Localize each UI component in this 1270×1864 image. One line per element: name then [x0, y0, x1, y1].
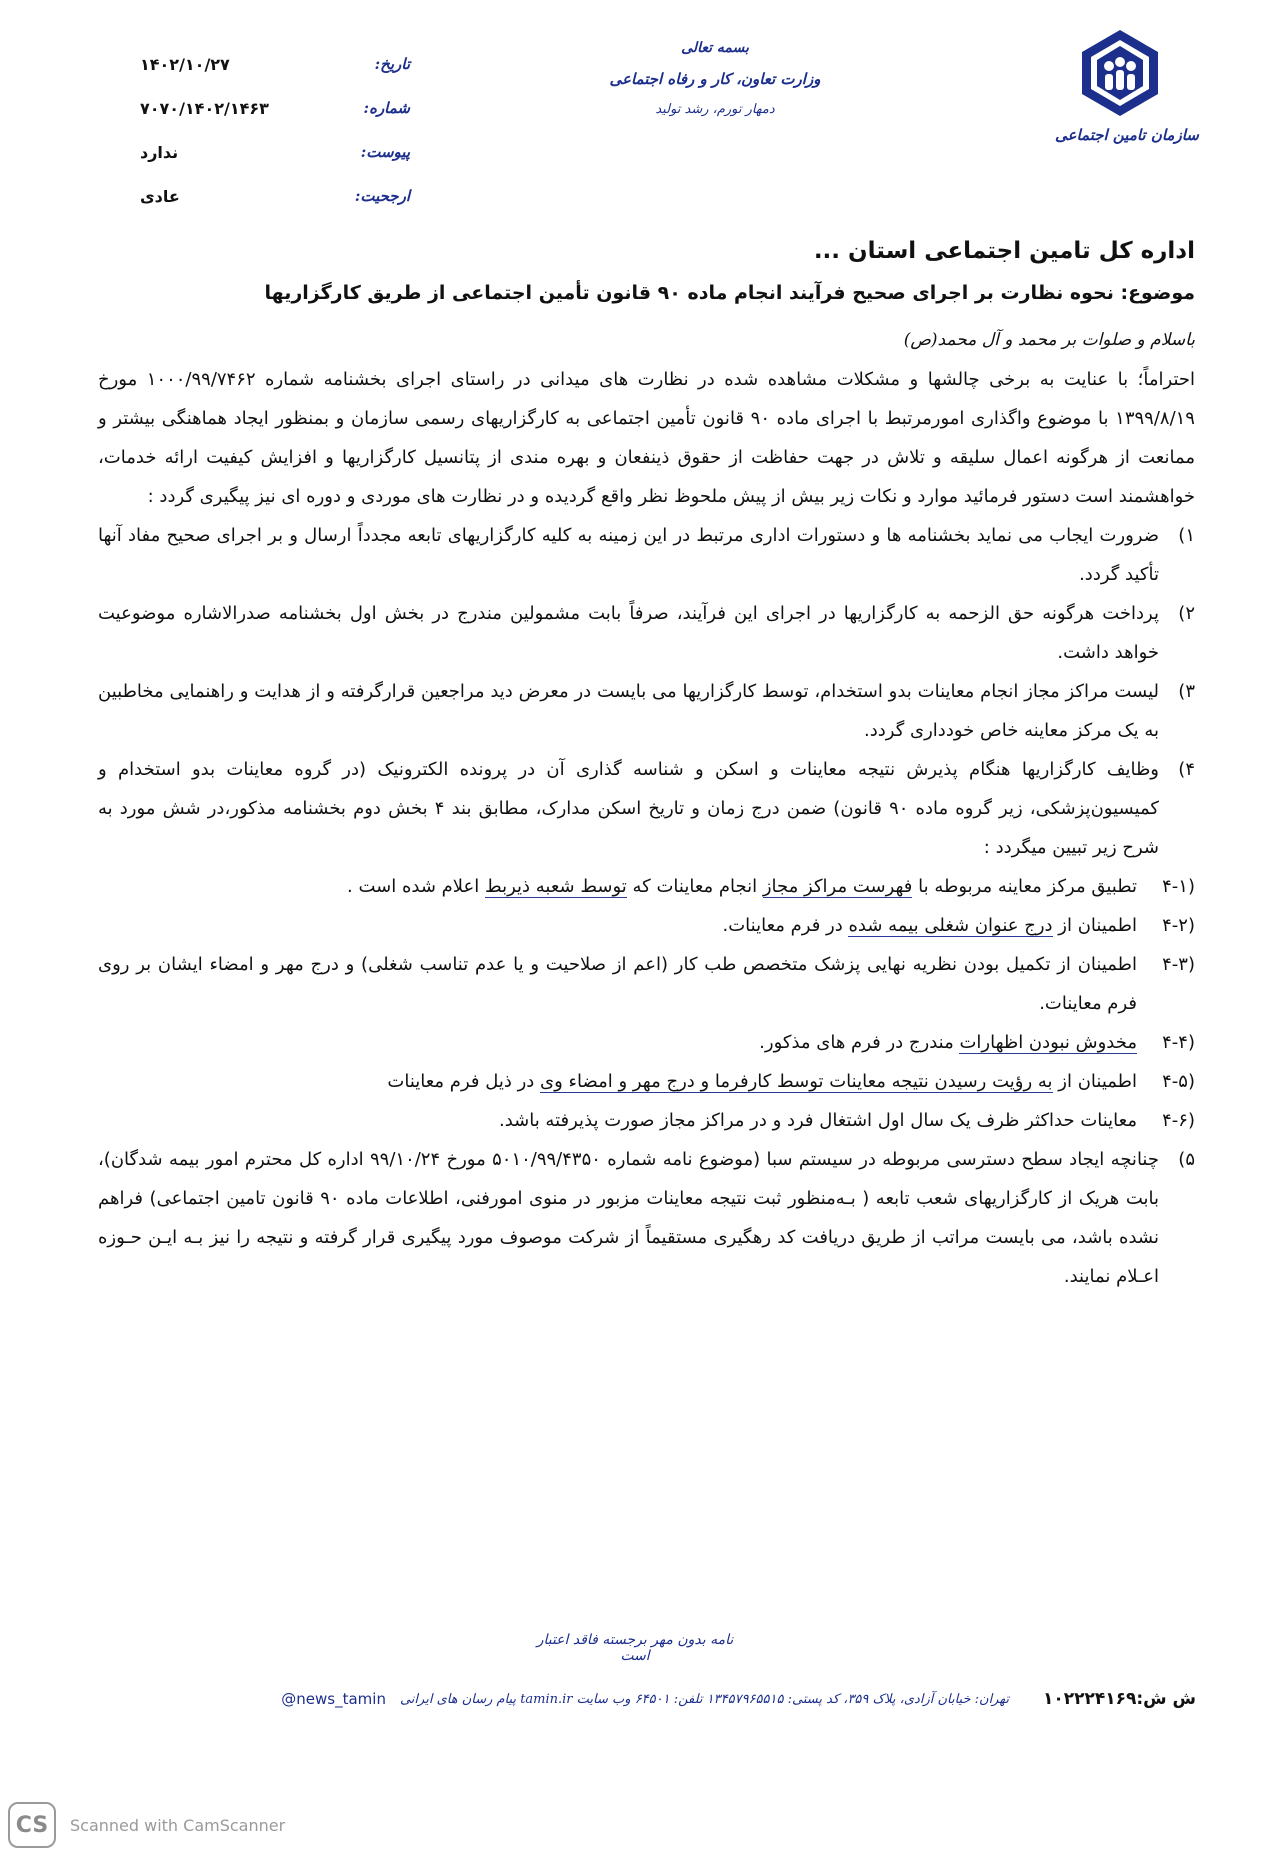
sub-item-text [387, 1062, 1137, 1101]
underlined-text: به رؤیت رسیدن نتیجه معاینات توسط کارفرما و درج مهر و امضاء وی [540, 1071, 1053, 1092]
recipient: اداره کل تامین اجتماعی استان ... [813, 238, 1195, 264]
meta-number [140, 86, 410, 130]
sub-item-number: ۴-۶) [1162, 1110, 1195, 1131]
org-name: سازمان تامین اجتماعی [1055, 126, 1199, 144]
list-item [98, 1140, 1195, 1296]
footer [258, 1683, 1196, 1715]
underlined-text: درج عنوان شغلی بیمه شده [848, 915, 1053, 936]
underlined-text: مخدوش نبودن اظهارات [959, 1032, 1137, 1053]
item-text: ضرورت ایجاب می نماید بخشنامه ها و دستورات اداری مرتبط در این زمینه به کلیه کارگزاریهای تابعه مجدداً ارسال و بر اجرای صحیح مفاد آنها تأکید گردد. [98, 525, 1159, 585]
list-item [98, 594, 1195, 672]
sub-item-number: ۴-۳) [1162, 954, 1195, 975]
item-number: ۴) [1178, 759, 1195, 780]
sub-item-text: اطمینان از تکمیل بودن نظریه نهایی پزشک متخصص طب کار (اعم از صلاحیت و یا عدم تناسب شغلی) و درج مهر و امضاء ایشان بر روی فرم معاینات. [98, 954, 1137, 1014]
item-number: ۲) [1178, 603, 1195, 624]
letterhead-center [600, 40, 830, 131]
validity-note: نامه بدون مهر برجسته فاقد اعتبار است [536, 1632, 734, 1664]
meta-value: ۱۴۰۲/۱۰/۲۷ [140, 54, 230, 74]
meta-label: تاریخ: [374, 55, 410, 73]
item-text: لیست مراکز مجاز انجام معاینات بدو استخدام، توسط کارگزاریها می بایست در معرض دید مراجعین قرارگرفته و از هدایت و راهنمایی مخاطبین به یک مرکز معاینه خاص خودداری گردد. [98, 681, 1159, 741]
meta-label: پیوست: [360, 143, 410, 161]
sub-item [98, 1023, 1195, 1062]
intro-paragraph: احتراماً؛ با عنایت به برخی چالشها و مشکلات مشاهده شده در نظارت های میدانی در راستای اجرای بخشنامه شماره ۱۰۰۰/۹۹/۷۴۶۲ مورخ ۱۳۹۹/۸/۱۹ با موضوع واگذاری امورمرتبط با اجرای ماده ۹۰ قانون تأمین اجتماعی به کارگزاریهای رسمی سازمان و بمنظور ایجاد هماهنگی بیشتر و ممانعت از هرگونه اعمال سلیقه و تلاش در جهت حفاظت از حقوق ذینفعان و بهره مندی از پتانسیل کارگزاریها و افزایش کیفیت ارائه خدمات، خواهشمند است دستور فرمائید موارد و نکات زیر بیش از پیش ملحوظ نظر واقع گردیده و در نظارت های موردی و دوره ای نیز پیگیری گردد : [98, 369, 1195, 507]
text-segment: انجام معاینات که [626, 876, 763, 897]
meta-label: ارجحیت: [354, 187, 410, 205]
sub-item-text [347, 867, 1137, 906]
text-segment: اطمینان از [1052, 915, 1137, 936]
sub-item [98, 945, 1195, 1023]
letter-body [98, 238, 1195, 1296]
camscanner-icon: CS [8, 1802, 56, 1848]
sub-item [98, 1101, 1195, 1140]
footer-address: تهران: خیابان آزادی، پلاک ۳۵۹، کد پستی: ۱۳۴۵۷۹۶۵۵۱۵ تلفن: ۶۴۵۰۱ وب سایت tamin.ir پیام رسان های ایرانی [399, 1691, 1009, 1707]
meta-priority [140, 174, 410, 218]
meta-value: عادی [140, 186, 180, 206]
item-number: ۳) [1178, 681, 1195, 702]
text-segment: اعلام شده است . [347, 876, 485, 897]
org-logo [1055, 28, 1199, 168]
sub-item-number: ۴-۵) [1162, 1071, 1195, 1092]
text-segment: مندرج در فرم های مذکور. [759, 1032, 960, 1053]
tamin-logo-icon [1075, 28, 1165, 118]
scanner-watermark [8, 1802, 328, 1848]
tracking-code: ش ش:۱۰۲۲۲۴۱۶۹ [1042, 1689, 1196, 1709]
item-text: پرداخت هرگونه حق الزحمه به کارگزاریها در اجرای این فرآیند، صرفاً بابت مشمولین مندرج در بخش اول بخشنامه صدرالاشاره موضوعیت خواهد داشت. [98, 603, 1159, 663]
list-item [98, 672, 1195, 750]
meta-attachment [140, 130, 410, 174]
letter-meta [140, 42, 410, 218]
text-segment: در فرم معاینات. [722, 915, 849, 936]
item-number: ۵) [1178, 1149, 1195, 1170]
sub-item-text [723, 906, 1138, 945]
sub-item [98, 1062, 1195, 1101]
meta-value: ندارد [140, 142, 179, 162]
salutation: باسلام و صلوات بر محمد و آل محمد(ص) [903, 330, 1195, 350]
meta-label: شماره: [363, 99, 410, 117]
sub-item-text: معاینات حداکثر ظرف یک سال اول اشتغال فرد و در مراکز مجاز صورت پذیرفته باشد. [498, 1110, 1137, 1131]
ministry-name: وزارت تعاون، کار و رفاه اجتماعی [609, 70, 821, 88]
meta-date [140, 42, 410, 86]
bismillah: بسمه تعالی [681, 40, 749, 56]
underlined-text: توسط شعبه ذیربط [484, 876, 627, 897]
subject: موضوع: نحوه نظارت بر اجرای صحیح فرآیند انجام ماده ۹۰ قانون تأمین اجتماعی از طریق کارگزاریها [264, 282, 1195, 304]
sub-item-number: ۴-۲) [1162, 915, 1195, 936]
sub-item-number: ۴-۴) [1162, 1032, 1195, 1053]
sub-item-number: ۴-۱) [1162, 876, 1195, 897]
sub-item-text [759, 1023, 1137, 1062]
watermark-text: Scanned with CamScanner [70, 1815, 286, 1835]
item-number: ۱) [1178, 525, 1195, 546]
sub-item [98, 906, 1195, 945]
sub-item [98, 867, 1195, 906]
messenger-handle: @news_tamin [281, 1690, 386, 1708]
item-text: چنانچه ایجاد سطح دسترسی مربوطه در سیستم سبا (موضوع نامه شماره ۵۰۱۰/۹۹/۴۳۵۰ مورخ ۹۹/۱۰/۲۴ اداره کل محترم امور بیمه شدگان)، بابت هریک از کارگزاریهای شعب تابعه ( بـه‌منظور ثبت نتیجه معاینات مزبور در منوی امورفنی، اطلاعات ماده ۹۰ قانون تامین اجتماعی) فراهم نشده باشد، می بایست مراتب از طریق دریافت کد رهگیری مستقیماً از شرکت موصوف مورد پیگیری قرار گرفته و نتیجه را نیز بـه ایـن حـوزه اعـلام نمایند. [98, 1149, 1160, 1287]
year-slogan: دمهار تورم، رشد تولید [655, 102, 775, 117]
list-item [98, 516, 1195, 594]
item-text: وظایف کارگزاریها هنگام پذیرش نتیجه معاینات و اسکن و شناسه گذاری آن در پرونده الکترونیک (در گروه معاینات بدو استخدام و کمیسیون‌پزشکی، زیر گروه ماده ۹۰ قانون) ضمن درج زمان و تاریخ اسکن مدارک، مطابق بند ۴ بخش دوم بخشنامه مذکور،در شش مورد به شرح زیر تبیین میگردد : [98, 759, 1159, 858]
meta-value: ۷۰۷۰/۱۴۰۲/۱۴۶۳ [140, 98, 269, 118]
text-segment: تطبیق مرکز معاینه مربوطه با [912, 876, 1137, 897]
list-item [98, 750, 1195, 867]
text-segment: اطمینان از [1052, 1071, 1137, 1092]
underlined-text: فهرست مراکز مجاز [762, 876, 913, 897]
text-segment: در ذیل فرم معاینات [387, 1071, 541, 1092]
